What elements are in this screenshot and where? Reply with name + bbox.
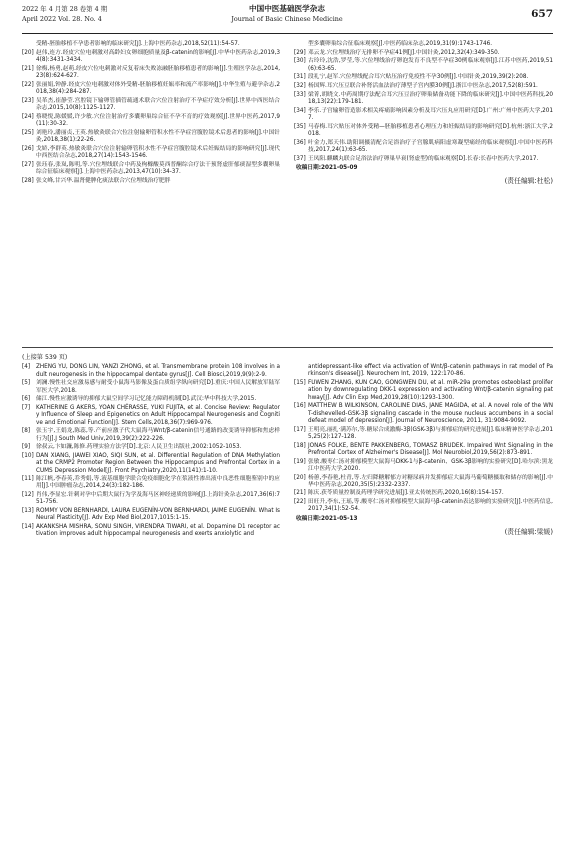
reference-text: JONAS FOLKE, BENTE PAKKENBERG, TOMASZ BRUDEK. Impaired Wnt Signaling in the Prefrontal Cortex of Alzheimer's Disease[J]. Mol Neurobiol,2019,56(2):873-891. — [308, 442, 553, 456]
reference-number: [11] — [22, 476, 34, 483]
reference-text: 杨蕙,李春艳,杜青,等.左归降糖解郁方对糖尿病并发抑郁症大鼠海马葡萄糖摄取和储存的影响[J].中华中医药杂志,2020,35(5):2332-2337. — [308, 474, 553, 488]
reference-number: [33] — [294, 91, 306, 98]
reference-item — [22, 428, 280, 443]
reference-text: AKANKSHA MISHRA, SONU SINGH, VIRENDRA TIWARI, et al. Dopamine D1 receptor activation improves adult hippocampal neurogenesis and exerts anxiolytic and — [36, 524, 280, 538]
reference-item — [22, 114, 280, 129]
reference-number: [6] — [22, 396, 31, 403]
page-number: 657 — [531, 8, 553, 20]
reference-number: [23] — [22, 97, 34, 104]
reference-item — [22, 380, 280, 395]
reference-item — [294, 50, 553, 57]
reference-item — [22, 162, 280, 177]
reference-number: [15] — [294, 379, 306, 386]
reference-number: [31] — [294, 74, 306, 81]
reference-text: 古玲玲,沈浩,罗莹,等.穴位埋线治疗卵泡发育不良型不孕症30例临床观察[J].江苏中医药,2019,51(6):63-65. — [308, 58, 553, 72]
continued-from-note: (上接第 539 页) — [22, 354, 68, 361]
reference-item — [294, 380, 553, 402]
reference-text: 张珏春,张岚,陈明,等.穴位埋线联合中药及枸橼酸莫西普酮综合疗法干预肾虚肝郁痰湿型多囊卵巢综合征临床观察[J].上海中医药杂志,2013,47(10):34-37. — [36, 161, 280, 175]
reference-item — [294, 41, 553, 48]
reference-number — [22, 41, 36, 48]
reference-number: [18] — [294, 442, 306, 449]
reference-text: 戈娇,李群英.热敏灸联合穴位注射输卵管积水性不孕症宫腹腔镜术后妊娠结局的影响研究[J].现代中西医结合杂志,2018,27(14):1543-1546. — [36, 145, 280, 159]
reference-text: 刘艳玲,潘丽贞,王英.热敏灸联合穴位注射输卵管积水性不孕症宫腹腔镜术后患者的影响[J].中国针灸,2018,38(1):22-26. — [36, 129, 280, 143]
reference-text: ZHENG YU, DONG LIN, YANZI ZHONG, et al. Transmembrane protein 108 involves in adult neurogenesis in the hippocampal dentate gyrus[J]. Cell Biosci,2019,9(9):2-9. — [36, 364, 280, 378]
reference-text: 李乐.子宫输卵管造影术相关疼痛影响因素分析及耳穴压丸应用研究[D].广州:广州中医药大学,2017. — [308, 107, 553, 122]
reference-text: KATHERINE G AKERS, YOAN CHÉRASSE, YUKI FUJITA, et al. Concise Review: Regulatory Influence of Sleep and Epigenetics on Adult Hippocampal Neurogenesis and Cognitive and Emotional Function[J]. Stem Cells,2018,36(7):969-976. — [36, 404, 280, 426]
reference-number: [22] — [294, 499, 306, 506]
reference-number: [13] — [22, 508, 34, 515]
reference-number: [4] — [22, 364, 31, 371]
reference-number: [7] — [22, 404, 31, 411]
reference-number: [29] — [294, 49, 306, 56]
reference-text: 蔡晓悦,陈媛媛,许少敏.穴位注射治疗多囊卵巢综合征不孕不育的疗效观察[J].世界中医药,2017,9(11):30-32. — [36, 113, 280, 127]
reference-text: ROMMY VON BERNHARDI, LAURA EUGENÍN-VON BERNHARDI, JAIME EUGENÍN. What Is Neural Plasticity[J]. Adv Exp Med Biol,2017,1015:1-15. — [36, 508, 281, 522]
reference-item — [22, 444, 280, 451]
editor-top: (责任编辑:杜松) — [504, 177, 553, 186]
reference-text: 王明亮,丽扎·满苏尔,等.糖尿合成激酶-3β(GSK-3β)与抑郁症的研究进展[J].临床精神医学杂志,2015,25(2):127-128. — [308, 426, 553, 440]
reference-item — [294, 459, 553, 474]
reference-number: [12] — [22, 492, 34, 499]
reference-text: 杨国辉.耳穴压豆联合补肾活血法治疗薄型子宫内膜30例[J].浙江中医杂志,2017,52(8):591. — [308, 83, 538, 90]
references-bottom-right — [294, 364, 553, 536]
reference-number: [8] — [22, 428, 31, 435]
reference-item — [294, 92, 553, 107]
reference-text: 张文峰,甘兴华.温肾健脾化痰法联合穴位埋线治疗肥胖 — [36, 177, 171, 184]
reference-item — [294, 403, 553, 425]
reference-item — [294, 490, 553, 497]
reference-number: [19] — [294, 458, 306, 465]
references-bottom-right-list — [294, 364, 553, 514]
reference-number — [294, 364, 308, 379]
reference-number: [35] — [294, 123, 306, 130]
reference-text: DAN XIANG, JIAWEI XIAO, SIQI SUN, et al. Differential Regulation of DNA Methylation at the CRMP2 Promoter Region Between the Hippocampus and Prefrontal Cortex in a CUMS Depression Model[J]. Front Psychiatry,2020,11(141):1-10. — [36, 452, 280, 474]
reference-item — [294, 499, 553, 514]
reference-number: [16] — [294, 403, 306, 410]
issue-info — [22, 4, 107, 24]
reference-text: 陈江帆,李春英,乔秀娟,等.液基细胞学联合免疫细胞化学在浆液性渗出液中良恶性细胞鉴别中的应用[J].中国肿瘤杂志,2014,24(3):182-186. — [36, 476, 280, 490]
reference-item — [22, 364, 280, 379]
reference-number: [20] — [294, 474, 306, 481]
reference-text: antidepressant-like effect via activation of Wnt/β-catenin pathways in rat model of Parkinson's disease[J]. Neurochem Int, 2019, 122:170-86. — [308, 364, 553, 378]
header-rule — [22, 33, 553, 34]
reference-text: 梁菁,胡晓文.中药周期疗法配合耳穴压豆治疗卵巢储备功能下降的临床研究[J].中国中医药科技,2018,13(22):179-181. — [308, 91, 553, 106]
journal-title — [172, 4, 402, 24]
reference-item — [22, 146, 280, 161]
reference-text: 吴革杰,崔静莹.宫腔镜下输卵管插管疏通术联合穴位注射治疗不孕症疗效分析[J].世界中西医结合杂志,2015,10(8):1125-1127. — [36, 97, 280, 111]
article-divider — [22, 347, 553, 348]
reference-text: 张丽娟,钟静.经皮穴位电刺激对体外受精-胚胎移植妊娠率和流产率影响[J].中华生殖与避孕杂志,2018,38(4):284-287. — [36, 81, 280, 95]
reference-number: [32] — [294, 83, 306, 90]
reference-number: [30] — [294, 58, 306, 65]
reference-number: [10] — [22, 452, 34, 459]
reference-text: 储江.慢性应激诱导的抑郁大鼠空间学习记忆能力障碍机制[D].武汉:华中科技大学,2015. — [36, 396, 257, 403]
reference-item — [294, 443, 553, 458]
reference-number: [14] — [22, 524, 34, 531]
reference-item — [294, 427, 553, 442]
reference-number: [34] — [294, 107, 306, 114]
reference-item — [294, 475, 553, 490]
reference-number: [21] — [294, 490, 306, 497]
references-top-right — [294, 41, 553, 186]
reference-item — [294, 156, 553, 163]
reference-text: 叶金力,郑天伟.助阳调摄清配合足浴治疗子宫腺肌病阳虚寒凝型痛经的临床观察[J].中国中医药科技,2017,24(1):63-65. — [308, 139, 553, 153]
issue-info-cn: 2022 年 4 月第 28 卷第 4 期 — [22, 5, 108, 13]
reference-text: 徐叔云,卞如濂,陈修.药理实验方法学[D].北京:人民卫生出版社,2002:1052-1053. — [36, 444, 242, 451]
reference-text: MATTHEW B WILKINSON, CAROLINE DIAS, JANE MAGIDA, et al. A novel role of the WNT-dishevelled-GSK-3β signaling cascade in the mouse nucleus accumbens in a social defeat model of depression[J]. Journal of Neuroscience, 2011, 31:9084-9092. — [308, 403, 553, 424]
reference-text: 型多囊卵巢综合征临床观察[J].中医药临床杂志,2019,31(9):1743-1746. — [308, 41, 493, 47]
reference-number: [25] — [22, 129, 34, 136]
references-bottom-left-list — [22, 364, 280, 538]
reference-item — [22, 50, 280, 65]
reference-text: 受精-胚胎移植不孕患者影响的临床研究[J].上海中医药杂志,2018,52(11):54-57. — [36, 41, 240, 47]
reference-text: 王凤阳.麒麟丸联合足浴法治疗卵巢早衰(肾虚型)的临床观察[D].长春:长春中医药大学,2017. — [308, 155, 539, 162]
reference-item — [294, 74, 553, 81]
reference-text: 段礼宁,赵军.穴位埋线配合耳穴贴压治疗免疫性不孕30例[J].中国针灸,2019,39(2):208. — [308, 74, 529, 81]
reference-item — [22, 130, 280, 145]
reference-item — [22, 476, 280, 491]
issue-info-en: April 2022 Vol. 28. No. 4 — [22, 15, 102, 23]
reference-text: 邓云龙.穴位埋线治疗无排卵不孕症41例[J].中国针灸,2012,32(4):349-350. — [308, 49, 500, 56]
journal-title-en: Journal of Basic Chinese Medicine — [231, 15, 343, 23]
reference-number: [24] — [22, 113, 34, 120]
reference-number: [20] — [22, 49, 34, 56]
reference-text: 张敏.酸枣仁汤对抑郁模型大鼠海马DKK-1与β-catenin、GSK-3β影响的实验研究[D].哈尔滨:黑龙江中医药大学,2020. — [308, 458, 553, 472]
reference-item — [294, 140, 553, 155]
reference-number: [5] — [22, 380, 31, 387]
reference-item — [294, 108, 553, 123]
reference-item — [22, 492, 280, 507]
reference-item — [22, 41, 280, 48]
journal-title-cn: 中国中医基础医学杂志 — [249, 4, 325, 13]
references-bottom-left — [22, 354, 280, 540]
reference-number: [37] — [294, 155, 306, 162]
reference-text: 肖伟,李显宏.针刺对孕中后期大鼠行为学及海马区神经递质的影响[J].上海针灸杂志,2017,36(6):751-756. — [36, 492, 280, 506]
reference-item — [22, 405, 280, 427]
received-date-bottom: 收稿日期:2021-05-13 — [296, 515, 358, 522]
reference-number — [294, 41, 308, 48]
reference-item — [294, 83, 553, 90]
reference-text: 徐梅,杨勇,赵萌.经皮穴位电刺激对反复着床失败冻融胚胎移植患者的影响[J].生殖医学杂志,2014,23(8):624-627. — [36, 65, 280, 79]
references-top-right-list — [294, 41, 553, 163]
reference-text: 陈庆.获苓质量控制及药理学研究进展[J].亚太传统医药,2020,16(8):154-157. — [308, 490, 504, 497]
reference-number: [21] — [22, 65, 34, 72]
reference-number: [36] — [294, 139, 306, 146]
reference-item — [22, 66, 280, 81]
reference-item — [22, 453, 280, 475]
reference-number: [22] — [22, 81, 34, 88]
reference-item — [22, 98, 280, 113]
reference-text: 张玉宇,王娟龙,陈蕊,等.产前应激子代大鼠海马Wnt/β-catenin信号通路的改变诱导抑郁和焦虑样行为[J].J South Med Univ,2019,39(2):222-226. — [36, 428, 280, 442]
reference-text: FUWEN ZHANG, KUN CAO, GONGWEN DU, et al. miR-29a promotes osteoblast proliferation by downregulating DKK-1 expression and activating Wnt/β-catenin signaling pathway[J]. Adv Clin Exp Med,2019,28(10):1293-1300. — [308, 379, 553, 401]
reference-number: [17] — [294, 426, 306, 433]
reference-item — [294, 124, 553, 139]
reference-item — [22, 396, 280, 403]
reference-text: 马春梅.耳穴贴压对体外受精—胚胎移植患者心理压力和妊娠结局的影响研究[D].杭州:浙江大学,2018. — [308, 123, 553, 137]
reference-number: [9] — [22, 444, 31, 451]
page-header — [22, 4, 553, 32]
reference-text: 赵伟,连方.经皮穴位电刺激对高龄妇女卵细胞质量及β-catenin的影响[J].中华中医药杂志,2019,34(8):3431-3434. — [36, 49, 280, 63]
reference-item — [22, 524, 280, 539]
references-top-left — [22, 41, 280, 186]
received-date-top: 收稿日期:2021-05-09 — [296, 164, 358, 171]
reference-text: 田旺升,李东,王瑶,等.酸枣仁汤对抑郁模型大鼠海马β-catenin表达影响的实验研究[J].中医药信息,2017,34(1):52-54. — [308, 499, 553, 513]
reference-number: [27] — [22, 161, 34, 168]
reference-number: [26] — [22, 145, 34, 152]
reference-text: 刘澜.慢性社交应激易感与耐受小鼠海马影像及蛋白质组学纵向研究[D].重庆:中国人民解放军陆军军医大学,2018. — [36, 380, 280, 394]
reference-item — [294, 58, 553, 73]
editor-bottom: (责任编辑:梁媛) — [504, 528, 553, 537]
reference-item — [22, 508, 280, 523]
reference-number: [28] — [22, 177, 34, 184]
reference-item — [22, 82, 280, 97]
reference-item — [22, 178, 280, 185]
reference-item — [294, 364, 553, 379]
